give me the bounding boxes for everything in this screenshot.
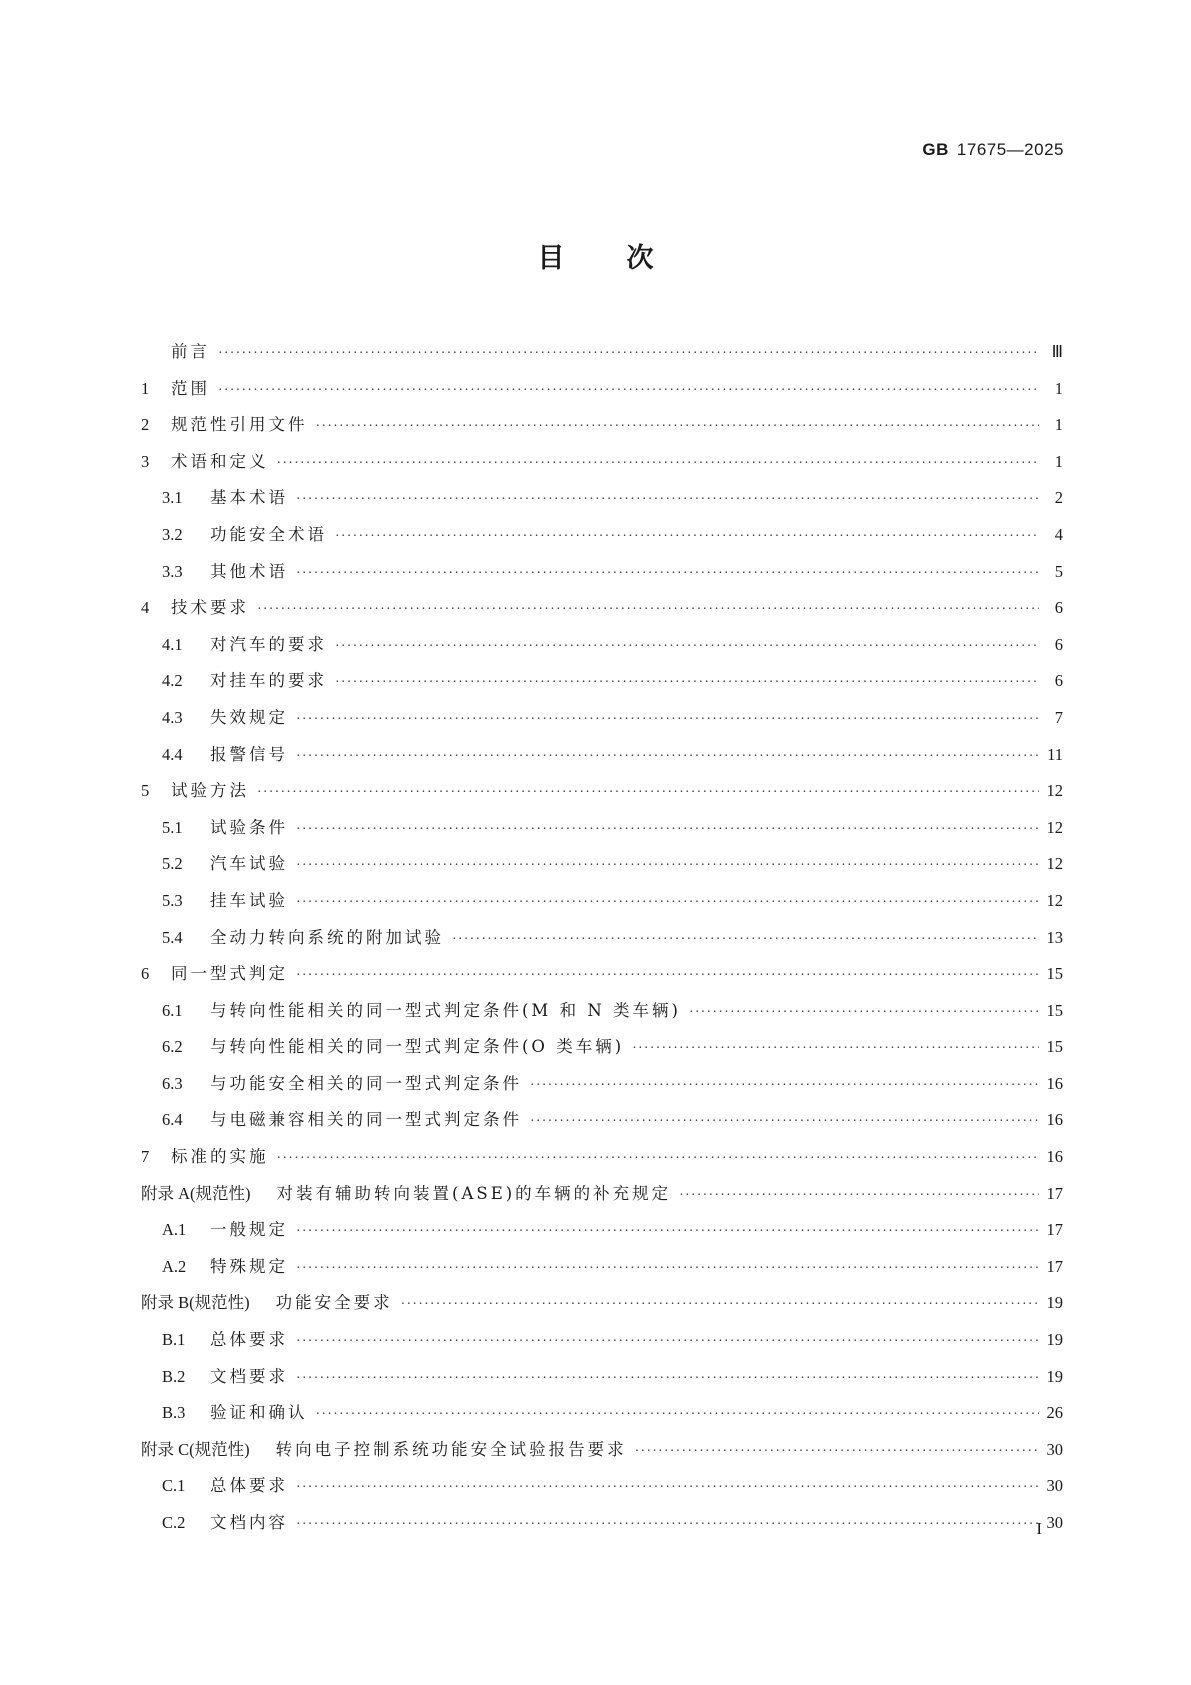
toc-entry[interactable] xyxy=(141,448,1063,485)
toc-entry[interactable] xyxy=(141,484,1063,521)
toc-dot-leader xyxy=(335,675,1039,691)
toc-entry-number: 3.1 xyxy=(162,488,183,508)
toc-entry-label: 失效规定 xyxy=(210,707,288,727)
toc-entry-page: 15 xyxy=(1046,964,1063,984)
toc-entry-page: 6 xyxy=(1054,671,1063,691)
toc-entry-label: 试验方法 xyxy=(171,781,249,801)
toc-entry-number: 6.4 xyxy=(162,1110,183,1130)
toc-dot-leader xyxy=(296,1371,1039,1387)
toc-entry-label: 对挂车的要求 xyxy=(210,671,327,691)
toc-entry-label: 验证和确认 xyxy=(210,1403,308,1423)
toc-entry-label: 其他术语 xyxy=(210,561,288,581)
toc-entry-page: 12 xyxy=(1046,854,1063,874)
toc-dot-leader xyxy=(296,1224,1039,1240)
toc-dot-leader xyxy=(335,529,1039,545)
toc-entry-label: 基本术语 xyxy=(210,488,288,508)
toc-dot-leader xyxy=(296,1334,1039,1350)
page-title xyxy=(0,236,1191,275)
toc-dot-leader xyxy=(679,1188,1039,1204)
toc-entry[interactable] xyxy=(141,667,1063,704)
toc-entry-number: 3.3 xyxy=(162,561,183,581)
toc-entry-page: 17 xyxy=(1046,1183,1063,1203)
toc-entry-page: 30 xyxy=(1046,1476,1063,1496)
toc-entry-number: 4 xyxy=(141,598,150,618)
toc-entry[interactable] xyxy=(141,741,1063,778)
toc-entry-page: 1 xyxy=(1054,415,1063,435)
toc-entry-number: C.1 xyxy=(162,1476,186,1496)
toc-entry-label: 全动力转向系统的附加试验 xyxy=(210,927,444,947)
toc-entry[interactable] xyxy=(141,924,1063,961)
toc-entry-label: 一般规定 xyxy=(210,1220,288,1240)
toc-entry-page: 30 xyxy=(1046,1439,1063,1459)
toc-dot-leader xyxy=(296,1261,1039,1277)
toc-entry[interactable] xyxy=(141,997,1063,1034)
toc-dot-leader xyxy=(296,895,1039,911)
toc-entry-label: 特殊规定 xyxy=(210,1256,288,1276)
toc-entry-page: 19 xyxy=(1046,1366,1063,1386)
toc-entry-number: 4.2 xyxy=(162,671,183,691)
toc-entry-page: 12 xyxy=(1046,890,1063,910)
toc-dot-leader xyxy=(218,346,1039,362)
toc-entry-label: 转向电子控制系统功能安全试验报告要求 xyxy=(275,1439,627,1459)
toc-dot-leader xyxy=(296,858,1039,874)
toc-entry-label: 与转向性能相关的同一型式判定条件(M 和 N 类车辆) xyxy=(210,1000,681,1020)
toc-entry-number: 附录 C(规范性) xyxy=(141,1439,250,1459)
toc-entry[interactable] xyxy=(141,521,1063,558)
toc-dot-leader xyxy=(218,383,1039,399)
toc-entry-page: 7 xyxy=(1054,707,1063,727)
toc-dot-leader xyxy=(316,1407,1040,1423)
toc-entry-number: 5.3 xyxy=(162,890,183,910)
toc-entry-page: 17 xyxy=(1046,1256,1063,1276)
toc-entry-label: 标准的实施 xyxy=(171,1147,269,1167)
toc-entry-number: 6.2 xyxy=(162,1037,183,1057)
page-folio: I xyxy=(1036,1519,1042,1538)
toc-entry[interactable] xyxy=(141,1033,1063,1070)
toc-entry-page: 12 xyxy=(1046,781,1063,801)
page-title-part2: 次 xyxy=(626,243,654,274)
toc-entry[interactable] xyxy=(141,1106,1063,1143)
toc-entry-label: 技术要求 xyxy=(171,598,249,618)
toc-entry[interactable] xyxy=(141,1143,1063,1180)
toc-entry-number: 4.1 xyxy=(162,634,183,654)
toc-entry-number: 7 xyxy=(141,1147,150,1167)
toc-entry-label: 与电磁兼容相关的同一型式判定条件 xyxy=(210,1110,522,1130)
toc-entry[interactable] xyxy=(141,594,1063,631)
toc-entry-page: 16 xyxy=(1046,1110,1063,1130)
toc-dot-leader xyxy=(530,1114,1039,1130)
toc-dot-leader xyxy=(296,749,1039,765)
toc-entry-number: 6.3 xyxy=(162,1073,183,1093)
toc-entry-label: 范围 xyxy=(171,378,210,398)
toc-dot-leader xyxy=(452,932,1039,948)
toc-dot-leader xyxy=(296,712,1039,728)
toc-dot-leader xyxy=(296,1480,1039,1496)
toc-entry-number: 5.4 xyxy=(162,927,183,947)
toc-entry[interactable] xyxy=(141,1289,1063,1326)
toc-entry-number: 附录 B(规范性) xyxy=(141,1293,250,1313)
toc-dot-leader xyxy=(635,1444,1039,1460)
toc-entry-number: B.1 xyxy=(162,1330,186,1350)
toc-dot-leader xyxy=(296,566,1039,582)
toc-entry-label: 挂车试验 xyxy=(210,890,288,910)
toc-entry[interactable] xyxy=(141,777,1063,814)
toc-entry[interactable] xyxy=(141,814,1063,851)
toc-dot-leader xyxy=(296,1517,1039,1533)
standard-number: 17675—2025 xyxy=(956,140,1064,159)
toc-entry-label: 功能安全要求 xyxy=(275,1293,393,1313)
toc-dot-leader xyxy=(296,968,1039,984)
toc-entry[interactable] xyxy=(141,1180,1063,1217)
toc-entry-page: 6 xyxy=(1054,598,1063,618)
toc-entry-number: C.2 xyxy=(162,1513,186,1532)
toc-dot-leader xyxy=(335,639,1039,655)
table-of-contents xyxy=(141,338,1063,1546)
standard-prefix: GB xyxy=(922,140,949,159)
toc-entry[interactable] xyxy=(141,1472,1063,1509)
toc-entry-page: 5 xyxy=(1054,561,1063,581)
toc-entry[interactable] xyxy=(141,887,1063,924)
toc-dot-leader xyxy=(530,1078,1039,1094)
toc-entry-page: 16 xyxy=(1046,1073,1063,1093)
toc-entry-page: 17 xyxy=(1046,1220,1063,1240)
toc-entry-label: 总体要求 xyxy=(210,1476,288,1496)
toc-entry-page: Ⅲ xyxy=(1051,342,1063,361)
toc-entry[interactable] xyxy=(141,1509,1063,1546)
toc-dot-leader xyxy=(257,602,1039,618)
toc-entry-number: 1 xyxy=(141,378,150,398)
toc-entry-label: 对汽车的要求 xyxy=(210,634,327,654)
toc-entry-page: 11 xyxy=(1047,744,1063,764)
toc-entry-page: 2 xyxy=(1054,488,1063,508)
toc-entry-page: 1 xyxy=(1054,378,1063,398)
toc-entry-number: A.1 xyxy=(162,1220,187,1240)
toc-entry-label: 规范性引用文件 xyxy=(171,415,308,435)
toc-entry[interactable] xyxy=(141,631,1063,668)
toc-entry-label: 与转向性能相关的同一型式判定条件(O 类车辆) xyxy=(210,1037,625,1057)
toc-entry-number: 3 xyxy=(141,451,150,471)
toc-entry-page: 15 xyxy=(1046,1037,1063,1057)
standard-code xyxy=(922,140,1064,160)
toc-entry[interactable] xyxy=(141,411,1063,448)
toc-entry-page: 13 xyxy=(1046,927,1063,947)
toc-entry-label: 同一型式判定 xyxy=(171,964,288,984)
toc-dot-leader xyxy=(277,1151,1040,1167)
toc-dot-leader xyxy=(632,1041,1039,1057)
toc-dot-leader xyxy=(277,456,1040,472)
toc-entry-label: 文档内容 xyxy=(210,1513,288,1532)
toc-entry-page: 19 xyxy=(1046,1330,1063,1350)
toc-entry[interactable] xyxy=(141,1363,1063,1400)
toc-entry[interactable] xyxy=(141,850,1063,887)
toc-entry[interactable] xyxy=(141,1253,1063,1290)
toc-entry-number: A.2 xyxy=(162,1256,187,1276)
toc-dot-leader xyxy=(316,419,1040,435)
toc-entry-number: 5.2 xyxy=(162,854,183,874)
toc-entry-label: 对装有辅助转向装置(ASE)的车辆的补充规定 xyxy=(276,1183,672,1203)
toc-entry-page: 12 xyxy=(1046,817,1063,837)
toc-entry-label: 与功能安全相关的同一型式判定条件 xyxy=(210,1073,522,1093)
toc-entry-page: 30 xyxy=(1046,1513,1063,1532)
toc-entry-number: B.3 xyxy=(162,1403,186,1423)
toc-entry[interactable] xyxy=(141,704,1063,741)
toc-entry-number: B.2 xyxy=(162,1366,186,1386)
toc-entry-page: 26 xyxy=(1046,1403,1063,1423)
toc-entry-label: 总体要求 xyxy=(210,1330,288,1350)
toc-entry-number: 4.4 xyxy=(162,744,183,764)
toc-entry-page: 15 xyxy=(1046,1000,1063,1020)
toc-entry-number: 5.1 xyxy=(162,817,183,837)
toc-entry[interactable] xyxy=(141,1326,1063,1363)
toc-entry-label: 前言 xyxy=(171,342,210,361)
toc-dot-leader xyxy=(296,822,1039,838)
toc-entry-number: 6.1 xyxy=(162,1000,183,1020)
toc-entry[interactable] xyxy=(141,1436,1063,1473)
toc-dot-leader xyxy=(296,492,1039,508)
page-title-part1: 目 xyxy=(537,243,565,274)
toc-entry-label: 功能安全术语 xyxy=(210,524,327,544)
toc-entry-page: 16 xyxy=(1046,1147,1063,1167)
toc-entry[interactable] xyxy=(141,1070,1063,1107)
toc-entry[interactable] xyxy=(141,1216,1063,1253)
toc-entry-page: 1 xyxy=(1054,451,1063,471)
toc-dot-leader xyxy=(257,785,1039,801)
toc-dot-leader xyxy=(401,1297,1039,1313)
toc-entry[interactable] xyxy=(141,375,1063,412)
toc-entry[interactable] xyxy=(141,1399,1063,1436)
toc-entry-number: 6 xyxy=(141,964,150,984)
toc-entry-label: 文档要求 xyxy=(210,1366,288,1386)
toc-entry-page: 4 xyxy=(1054,524,1063,544)
toc-entry-page: 6 xyxy=(1054,634,1063,654)
toc-entry-number: 附录 A(规范性) xyxy=(141,1183,251,1203)
toc-entry[interactable] xyxy=(141,558,1063,595)
toc-entry-label: 术语和定义 xyxy=(171,451,269,471)
toc-entry-number: 2 xyxy=(141,415,150,435)
toc-entry-number: 5 xyxy=(141,781,150,801)
toc-entry-label: 试验条件 xyxy=(210,817,288,837)
toc-entry[interactable] xyxy=(141,338,1063,375)
toc-entry-label: 报警信号 xyxy=(210,744,288,764)
toc-entry-number: 3.2 xyxy=(162,524,183,544)
toc-dot-leader xyxy=(689,1005,1039,1021)
toc-entry-number: 4.3 xyxy=(162,707,183,727)
toc-entry-label: 汽车试验 xyxy=(210,854,288,874)
toc-entry[interactable] xyxy=(141,960,1063,997)
toc-entry-page: 19 xyxy=(1046,1293,1063,1313)
